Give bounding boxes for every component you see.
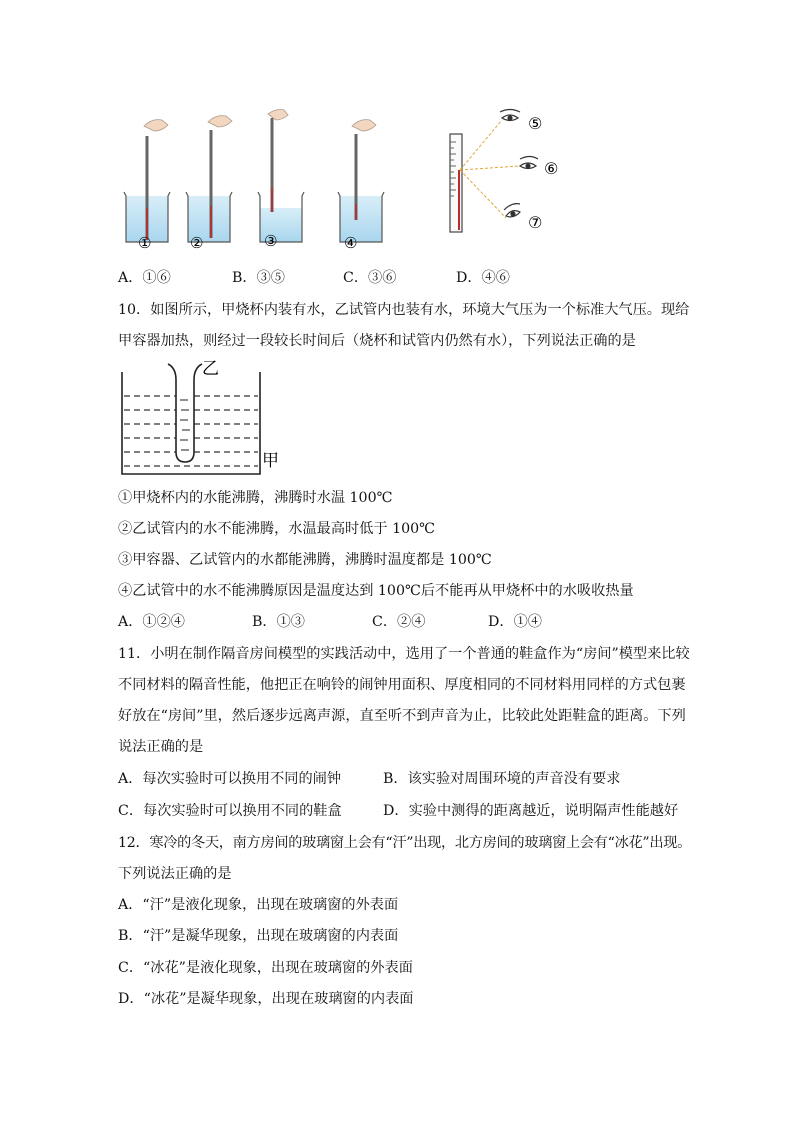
beaker-4 [338, 120, 384, 242]
q10-stem-line-1: 10．如图所示，甲烧杯内装有水，乙试管内也装有水，环境大气压为一个标准大气压。现给 [118, 302, 690, 318]
q11-stem-line-3: 好放在“房间”里，然后逐步远离声源，直至听不到声音为止，比较此处距鞋盒的距离。下列 [118, 708, 686, 724]
q9-option-a[interactable]: A．①⑥ [118, 270, 171, 286]
q12-option-a[interactable]: A．“汗”是液化现象，出现在玻璃窗的外表面 [118, 897, 399, 913]
q9-option-c[interactable]: C．③⑥ [343, 270, 397, 286]
q11-option-d[interactable]: D．实验中测得的距离越近，说明隔声性能越好 [383, 803, 679, 819]
beaker-label-1: ① [138, 234, 152, 252]
beaker-label-4: ④ [344, 234, 358, 252]
label-beaker-jia: 甲 [262, 451, 279, 471]
q11-option-a[interactable]: A．每次实验时可以换用不同的闹钟 [118, 771, 342, 787]
eye-label-6: ⑥ [544, 159, 559, 178]
q10-option-d[interactable]: D．①④ [488, 614, 542, 630]
beaker-label-2: ② [190, 234, 204, 252]
beaker-3 [258, 110, 304, 243]
eye-label-5: ⑤ [528, 114, 543, 133]
q12-option-b[interactable]: B．“汗”是凝华现象，出现在玻璃窗的内表面 [118, 928, 399, 944]
eye-icon [500, 110, 520, 121]
label-tube-yi: 乙 [202, 359, 219, 379]
thermometer-beakers-figure [118, 108, 408, 258]
q11-option-b[interactable]: B．该实验对周围环境的声音没有要求 [383, 771, 621, 787]
beaker-2 [186, 116, 232, 242]
q12-option-c[interactable]: C．“冰花”是液化现象，出现在玻璃窗的外表面 [118, 960, 413, 976]
beaker-test-tube-figure [118, 358, 288, 480]
beaker-1 [124, 120, 170, 242]
q10-stem-line-2: 甲容器加热，则经过一段较长时间后（烧杯和试管内仍然有水），下列说法正确的是 [118, 333, 636, 349]
q10-statement-4: ④乙试管中的水不能沸腾原因是温度达到 100℃后不能再从甲烧杯中的水吸收热量 [118, 583, 634, 599]
q12-option-d[interactable]: D．“冰花”是凝华现象，出现在玻璃窗的内表面 [118, 991, 414, 1007]
thermometer-reading-figure [440, 106, 570, 236]
q9-option-b[interactable]: B．③⑤ [232, 270, 285, 286]
q12-stem-line-2: 下列说法正确的是 [118, 866, 232, 882]
q10-statement-2: ②乙试管内的水不能沸腾，水温最高时低于 100℃ [118, 521, 436, 537]
q10-option-b[interactable]: B．①③ [252, 614, 305, 630]
q10-option-a[interactable]: A．①②④ [118, 614, 185, 630]
q11-stem-line-2: 不同材料的隔音性能，他把正在响铃的闹钟用面积、厚度相同的不同材料用同样的方式包裹 [118, 677, 686, 693]
q10-statement-3: ③甲容器、乙试管内的水都能沸腾，沸腾时温度都是 100℃ [118, 552, 492, 568]
eye-label-7: ⑦ [528, 213, 543, 232]
q12-stem-line-1: 12．寒冷的冬天，南方房间的玻璃窗上会有“汗”出现，北方房间的玻璃窗上会有“冰花”出现。 [118, 835, 691, 851]
eye-icon [520, 157, 538, 169]
q10-statement-1: ①甲烧杯内的水能沸腾，沸腾时水温 100℃ [118, 490, 393, 506]
q11-stem-line-4: 说法正确的是 [118, 739, 204, 755]
q11-option-c[interactable]: C．每次实验时可以换用不同的鞋盒 [118, 803, 342, 819]
beaker-label-3: ③ [264, 232, 278, 250]
q11-stem-line-1: 11．小明在制作隔音房间模型的实践活动中，选用了一个普通的鞋盒作为“房间”模型来比较 [118, 646, 690, 662]
q9-option-d[interactable]: D．④⑥ [456, 270, 510, 286]
eye-icon [504, 204, 520, 217]
q10-option-c[interactable]: C．②④ [372, 614, 426, 630]
